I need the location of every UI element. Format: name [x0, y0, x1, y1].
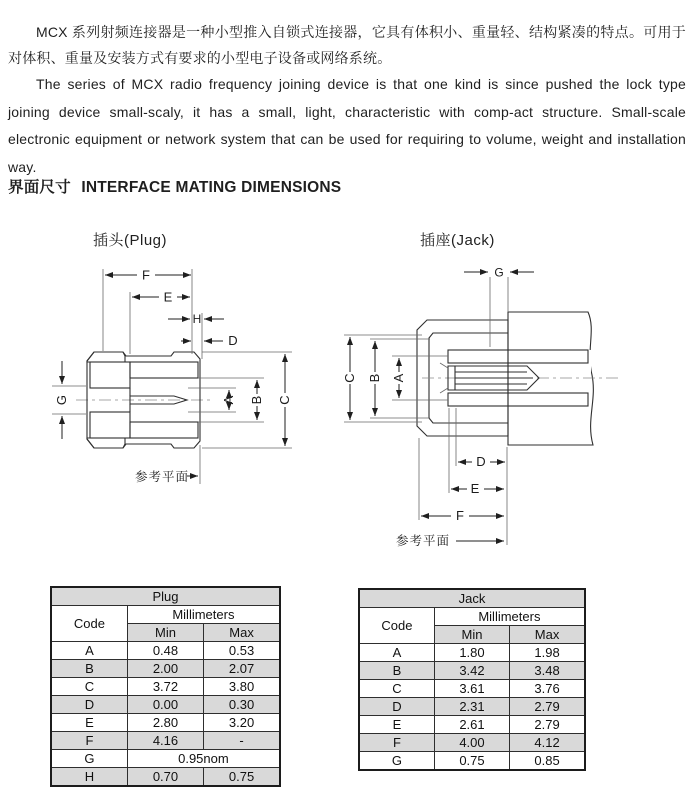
cell-max: 0.53	[204, 642, 280, 660]
intro-paragraph-chinese: MCX 系列射频连接器是一种小型推入自锁式连接器，它具有体积小、重量轻、结构紧凑的特点。可用于对体积、重量及安装方式有要求的小型电子设备或网络系统。	[8, 24, 686, 66]
max-header: Max	[204, 624, 280, 642]
cell-min: 3.72	[127, 678, 203, 696]
cell-max: 2.07	[204, 660, 280, 678]
cell-code: E	[51, 714, 127, 732]
jack-diagram-caption: 插座(Jack)	[420, 232, 495, 249]
min-header: Min	[434, 626, 509, 644]
cell-code: G	[359, 752, 434, 771]
table-header-row	[359, 608, 585, 626]
cell-max: 0.75	[204, 768, 280, 787]
cell-code: H	[51, 768, 127, 787]
cell-max: 3.80	[204, 678, 280, 696]
table-row	[51, 714, 280, 732]
cell-max: 3.76	[510, 680, 585, 698]
max-header: Max	[510, 626, 585, 644]
table-row	[359, 644, 585, 662]
plug-insulator-rear-top	[90, 362, 130, 388]
table-row	[51, 768, 280, 787]
table-row	[51, 642, 280, 660]
cell-code: B	[51, 660, 127, 678]
cell-max: 1.98	[510, 644, 585, 662]
plug-cross-section-drawing	[40, 255, 350, 505]
cell-min: 0.75	[434, 752, 509, 771]
table-title: Plug	[51, 587, 280, 606]
table-row	[359, 680, 585, 698]
cell-min: 0.70	[127, 768, 203, 787]
cell-code: C	[359, 680, 434, 698]
plug-dim-label-c: C	[277, 395, 292, 405]
table-row	[359, 752, 585, 771]
table-row	[51, 678, 280, 696]
cell-code: F	[51, 732, 127, 750]
cell-min: 2.80	[127, 714, 203, 732]
cell-code: B	[359, 662, 434, 680]
cell-min: 4.00	[434, 734, 509, 752]
jack-dim-label-c: C	[342, 373, 357, 383]
cell-min: 3.42	[434, 662, 509, 680]
plug-dim-label-f: F	[142, 267, 150, 283]
table-title-row	[51, 587, 280, 606]
cell-min: 2.00	[127, 660, 203, 678]
section-title-chinese: 界面尺寸	[8, 179, 71, 196]
cell-min: 2.31	[434, 698, 509, 716]
plug-dimensions-table	[50, 586, 281, 787]
cell-min: 4.16	[127, 732, 203, 750]
plug-metal-hatch-bottom	[87, 438, 125, 448]
jack-dim-label-d: D	[476, 454, 486, 469]
cell-min: 3.61	[434, 680, 509, 698]
intro-paragraph-english: The series of MCX radio frequency joining device is that one kind is since pushed the lock type joining device small-scaly, it has a small, light, characteristic with comp-act structure. Small-scale electronic equipment or network system that can be used for requiring to volume, weight and installation way.	[8, 76, 686, 175]
cell-nominal: 0.95nom	[127, 750, 280, 768]
jack-dim-label-g: G	[494, 265, 504, 280]
cell-code: G	[51, 750, 127, 768]
cell-min: 0.48	[127, 642, 203, 660]
cell-max: -	[204, 732, 280, 750]
jack-dimensions-table	[358, 588, 586, 771]
table-row	[51, 696, 280, 714]
plug-insulator-front-bottom	[130, 422, 198, 438]
jack-dim-label-b: B	[367, 373, 382, 383]
code-header: Code	[359, 608, 434, 644]
cell-max: 0.85	[510, 752, 585, 771]
cell-code: C	[51, 678, 127, 696]
section-title-english: INTERFACE MATING DIMENSIONS	[81, 179, 342, 196]
cell-max: 3.48	[510, 662, 585, 680]
cell-min: 0.00	[127, 696, 203, 714]
cell-min: 1.80	[434, 644, 509, 662]
cell-code: D	[51, 696, 127, 714]
cell-code: F	[359, 734, 434, 752]
plug-insulator-front-top	[130, 362, 198, 378]
jack-reference-plane-label: 参考平面	[396, 534, 451, 548]
table-row	[359, 734, 585, 752]
min-header: Min	[127, 624, 203, 642]
plug-dim-label-e: E	[163, 289, 173, 305]
section-title	[8, 175, 341, 197]
jack-dim-label-e: E	[470, 481, 480, 496]
table-row	[359, 698, 585, 716]
table-title-row	[359, 589, 585, 608]
table-row	[51, 750, 280, 768]
plug-insulator-rear-bottom	[90, 412, 130, 438]
cell-code: A	[51, 642, 127, 660]
plug-reference-plane-label: 参考平面	[135, 470, 190, 484]
unit-header: Millimeters	[434, 608, 585, 626]
cell-max: 0.30	[204, 696, 280, 714]
cell-max: 2.79	[510, 716, 585, 734]
table-row	[51, 660, 280, 678]
cell-code: D	[359, 698, 434, 716]
cell-max: 4.12	[510, 734, 585, 752]
table-row	[359, 662, 585, 680]
plug-diagram-caption: 插头(Plug)	[93, 232, 168, 249]
jack-dim-label-f: F	[456, 508, 464, 523]
plug-metal-hatch-top	[87, 352, 125, 362]
table-row	[51, 732, 280, 750]
plug-dim-label-a: A	[221, 395, 236, 405]
cell-max: 2.79	[510, 698, 585, 716]
table-title: Jack	[359, 589, 585, 608]
table-header-row	[51, 606, 280, 624]
cell-code: E	[359, 716, 434, 734]
cell-max: 3.20	[204, 714, 280, 732]
plug-dim-label-g: G	[54, 394, 69, 406]
cell-min: 2.61	[434, 716, 509, 734]
plug-dim-label-h: H	[192, 312, 202, 326]
jack-cross-section-drawing	[330, 255, 660, 555]
jack-dim-label-a: A	[391, 373, 406, 383]
table-row	[359, 716, 585, 734]
plug-dim-label-d: D	[228, 333, 238, 348]
code-header: Code	[51, 606, 127, 642]
plug-dim-label-b: B	[249, 395, 264, 405]
unit-header: Millimeters	[127, 606, 280, 624]
cell-code: A	[359, 644, 434, 662]
